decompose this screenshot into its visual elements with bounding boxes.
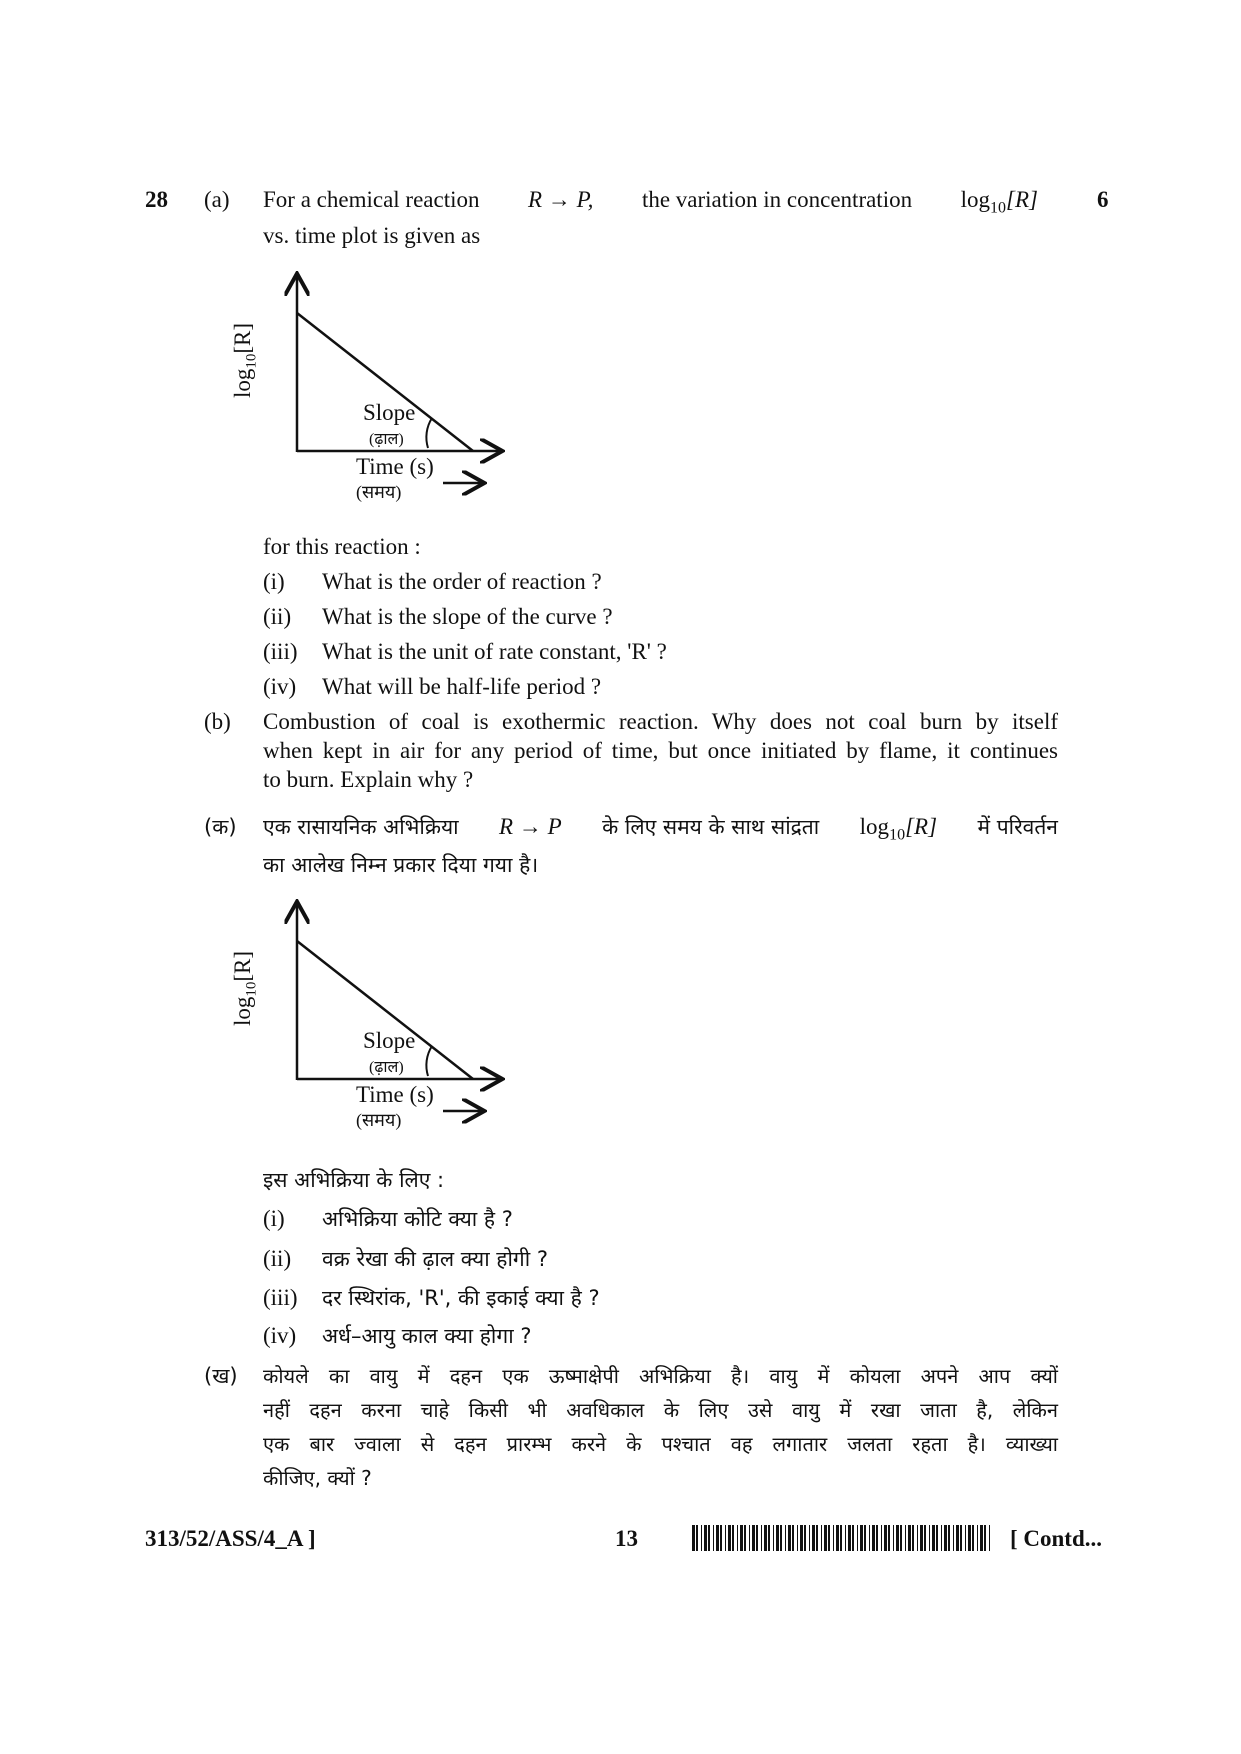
y-axis-label: $\log_{10}[R]$	[230, 322, 260, 398]
part-a-sub-iii-text: What is the unit of rate constant, 'R' ?	[322, 639, 667, 664]
part-a-sub-iv-label: (iv)	[263, 674, 297, 699]
part-ka-log: $\log_{10}[R]$	[859, 814, 938, 844]
part-ka-sub-iii-label: (iii)	[263, 1285, 298, 1310]
part-ka-sub-iv-label: (iv)	[263, 1323, 297, 1348]
paper-code: 313/52/ASS/4_A ]	[145, 1526, 316, 1551]
part-ka-intro: इस अभिक्रिया के लिए :	[263, 1168, 445, 1192]
part-kha-line2: नहीं दहन करना चाहे किसी भी अवधिकाल के लिए उसे वायु में रखा जाता है, लेकिन	[263, 1398, 1058, 1422]
time-label-hindi: (समय)	[356, 1110, 402, 1130]
part-ka-sub-i-text: अभिक्रिया कोटि क्या है ?	[322, 1207, 513, 1231]
contd-label: [ Contd...	[1010, 1526, 1103, 1551]
part-a-prefix: For a chemical reaction	[263, 187, 480, 212]
part-ka-label: (क)	[204, 815, 237, 839]
y-axis-label: $\log_{10}[R]$	[230, 950, 260, 1026]
part-ka-prefix: एक रासायनिक अभिक्रिया	[263, 815, 459, 839]
part-ka-reaction: R → P	[499, 814, 562, 839]
part-ka-line1	[263, 812, 1058, 851]
part-a-sub-iv-text: What will be half-life period ?	[322, 674, 602, 699]
part-ka-sub-ii-label: (ii)	[263, 1246, 292, 1271]
question-marks: 6	[1097, 187, 1109, 212]
slope-angle-arc	[426, 418, 432, 448]
part-kha-line1: कोयले का वायु में दहन एक ऊष्माक्षेपी अभिक्रिया है। वायु में कोयला अपने आप क्यों	[263, 1364, 1058, 1388]
slope-angle-arc	[426, 1046, 432, 1076]
part-kha-line3: एक बार ज्वाला से दहन प्रारम्भ करने के पश्चात वह लगातार जलता रहता है। व्याख्या	[263, 1432, 1058, 1456]
part-a-sub-i-label: (i)	[263, 569, 285, 594]
part-b-line1: Combustion of coal is exothermic reaction. Why does not coal burn by itself	[263, 709, 1058, 734]
part-b-line3: to burn. Explain why ?	[263, 767, 474, 792]
time-label: Time (s)	[356, 454, 434, 479]
part-a-line1	[263, 185, 1038, 224]
barcode	[692, 1525, 996, 1551]
part-kha-label: (ख)	[204, 1364, 238, 1388]
slope-label: Slope	[363, 400, 416, 425]
slope-label-hindi: (ढ़ाल)	[369, 431, 404, 448]
part-ka-sub-iv-text: अर्ध–आयु काल क्या होगा ?	[322, 1324, 532, 1348]
part-a-sub-ii-text: What is the slope of the curve ?	[322, 604, 613, 629]
part-a-sub-ii-label: (ii)	[263, 604, 292, 629]
part-a-label: (a)	[204, 187, 230, 212]
part-kha-line4: कीजिए, क्यों ?	[263, 1466, 372, 1490]
part-a-sub-iii-label: (iii)	[263, 639, 298, 664]
part-a-reaction: R → P,	[528, 187, 594, 212]
question-number: 28	[145, 187, 168, 212]
slope-label-hindi: (ढ़ाल)	[369, 1059, 404, 1076]
part-b-line2: when kept in air for any period of time, but once initiated by flame, it continues	[263, 738, 1058, 763]
part-a-sub-i-text: What is the order of reaction ?	[322, 569, 602, 594]
part-a-log: $\log_{10}[R]$	[960, 187, 1038, 217]
graph-log-r-vs-time-hi	[230, 896, 510, 1136]
part-ka-sub-i-label: (i)	[263, 1206, 285, 1231]
time-label-hindi: (समय)	[356, 482, 402, 502]
part-ka-line2: का आलेख निम्न प्रकार दिया गया है।	[263, 853, 539, 877]
part-ka-sub-ii-text: वक्र रेखा की ढ़ाल क्या होगी ?	[322, 1247, 548, 1271]
part-a-intro: for this reaction :	[263, 534, 421, 559]
part-ka-suffix: में परिवर्तन	[977, 815, 1058, 839]
part-a-suffix: the variation in concentration	[641, 187, 913, 212]
graph-log-r-vs-time-en	[230, 268, 510, 508]
part-ka-sub-iii-text: दर स्थिरांक, 'R', की इकाई क्या है ?	[322, 1286, 600, 1310]
part-b-label: (b)	[204, 709, 231, 734]
part-ka-mid: के लिए समय के साथ सांद्रता	[602, 815, 820, 839]
time-label: Time (s)	[356, 1082, 434, 1107]
slope-label: Slope	[363, 1028, 416, 1053]
page-number: 13	[615, 1526, 638, 1551]
part-a-line2: vs. time plot is given as	[263, 223, 481, 248]
